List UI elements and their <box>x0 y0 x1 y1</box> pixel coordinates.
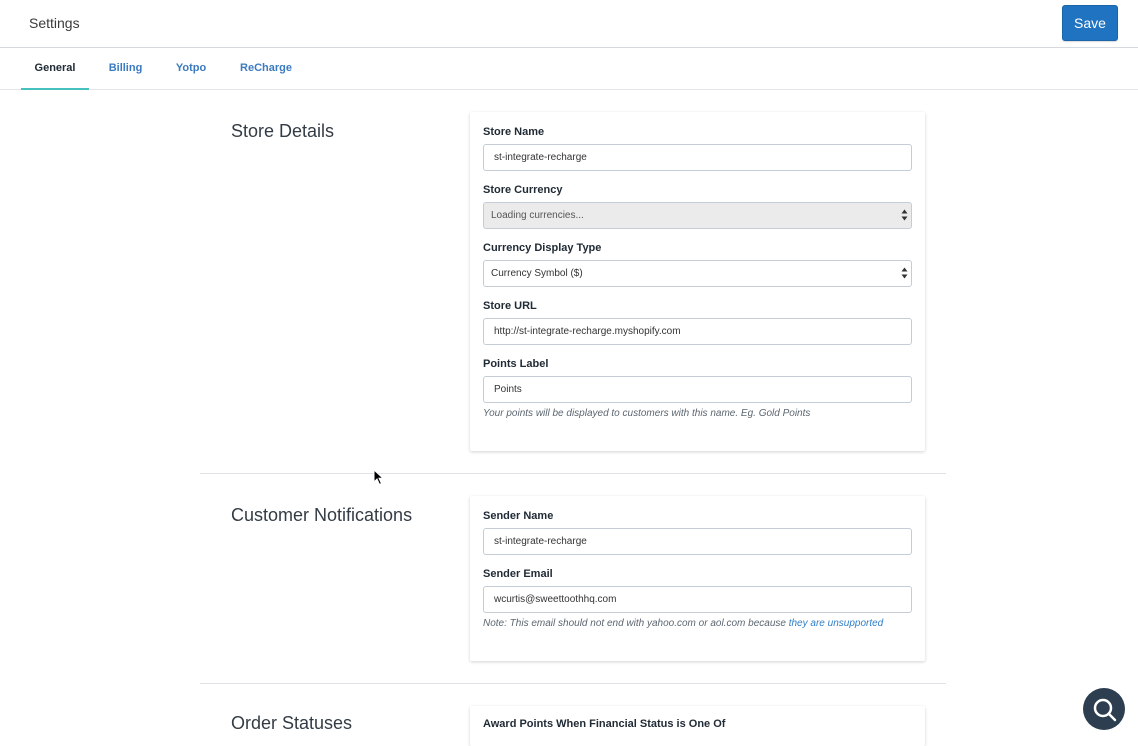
store-url-label: Store URL <box>483 300 537 312</box>
save-button[interactable]: Save <box>1062 5 1118 41</box>
store-currency-value: Loading currencies... <box>491 210 584 221</box>
store-details-heading: Store Details <box>231 121 335 141</box>
tab-yotpo[interactable]: Yotpo <box>175 62 207 74</box>
unsupported-link[interactable]: they are unsupported <box>788 618 884 629</box>
store-name-label: Store Name <box>483 126 545 138</box>
tab-recharge[interactable]: ReCharge <box>240 62 292 74</box>
note-text: Note: This email should not end with yahoo.com or aol.com because <box>483 618 789 629</box>
points-label-label: Points Label <box>483 358 549 370</box>
order-statuses-heading: Order Statuses <box>231 713 353 733</box>
top-bar <box>0 0 1138 48</box>
help-search-icon <box>1091 696 1117 722</box>
points-help-text: Your points will be displayed to customers with this name. Eg. Gold Points <box>483 408 811 419</box>
store-name-input[interactable]: st-integrate-recharge <box>483 144 912 171</box>
tab-billing[interactable]: Billing <box>108 62 143 74</box>
sender-email-note <box>483 618 883 629</box>
sender-name-input[interactable]: st-integrate-recharge <box>483 528 912 555</box>
sender-email-label: Sender Email <box>483 568 553 580</box>
sender-name-label: Sender Name <box>483 510 554 522</box>
sender-email-input[interactable]: wcurtis@sweettoothhq.com <box>483 586 912 613</box>
points-label-input[interactable]: Points <box>483 376 912 403</box>
page-title: Settings <box>29 15 80 31</box>
currency-display-label: Currency Display Type <box>483 242 602 254</box>
section-divider <box>200 683 946 684</box>
select-arrows-icon <box>901 266 908 280</box>
help-button[interactable] <box>1083 688 1125 730</box>
customer-notifications-card <box>470 496 925 661</box>
customer-notifications-heading: Customer Notifications <box>231 505 413 525</box>
store-details-card <box>470 112 925 451</box>
tab-bar <box>0 48 1138 90</box>
store-currency-select[interactable] <box>483 202 912 229</box>
store-url-input[interactable]: http://st-integrate-recharge.myshopify.com <box>483 318 912 345</box>
store-currency-label: Store Currency <box>483 184 563 196</box>
section-divider <box>200 473 946 474</box>
currency-display-select[interactable] <box>483 260 912 287</box>
award-points-label: Award Points When Financial Status is One Of <box>483 718 726 730</box>
tab-general[interactable]: General <box>21 48 89 90</box>
order-statuses-card <box>470 706 925 746</box>
select-arrows-icon <box>901 208 908 222</box>
mouse-cursor-icon <box>373 469 385 486</box>
currency-display-value: Currency Symbol ($) <box>491 268 583 279</box>
